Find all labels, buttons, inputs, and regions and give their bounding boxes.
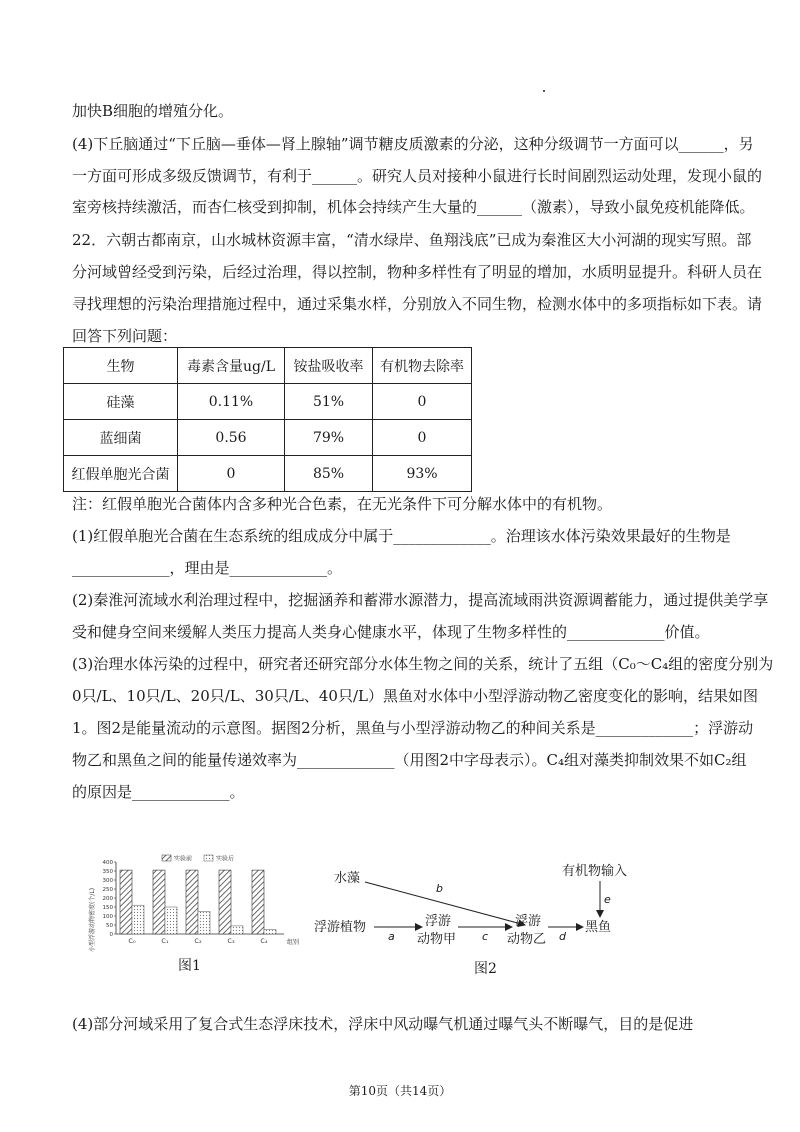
figure-1-y-tick-label: 300 (102, 878, 113, 884)
table-cell: 硅藻 (64, 384, 178, 420)
figure-1-y-tick-label: 150 (102, 905, 113, 911)
table-cell: 蓝细菌 (64, 420, 178, 456)
table-header: 毒素含量ug/L (178, 348, 285, 384)
question-22-line-3: 寻找理想的污染治理措施过程中，通过采集水样，分别放入不同生物，检测水体中的多项指标如下表。请 (72, 295, 763, 313)
table-cell: 0 (178, 456, 285, 492)
figure-1-legend-swatch-after (204, 855, 213, 861)
table-cell: 51% (285, 384, 373, 420)
figure-1-y-axis-label: 小型浮游动物密度(个/L) (89, 887, 96, 953)
arrow-label-c: c (482, 930, 489, 943)
table-row (64, 456, 472, 492)
figure-1-y-tick-label: 100 (102, 914, 113, 920)
node-zooplankton-a-line2: 动物甲 (417, 932, 457, 947)
text-line-3: 一方面可形成多级反馈调节，有利于______。研究人员对接种小鼠进行长时间剧烈运动处理，发现小鼠的 (72, 167, 763, 185)
table-cell: 0.11% (178, 384, 285, 420)
figure-1-group-label: C₁ (161, 937, 169, 945)
subquestion-4-line-1: (4)部分河域采用了复合式生态浮床技术，浮床中风动曝气机通过曝气头不断曝气，目的是促进 (72, 1015, 694, 1033)
figure-1-y-tick-label: 250 (102, 887, 113, 893)
table-cell: 0 (373, 384, 472, 420)
table-header-row (64, 348, 472, 384)
subquestion-2-line-1: (2)秦淮河流域水利治理过程中，挖掘涵养和蓄滞水源潜力，提高流域雨洪资源调蓄能力，通过提供美学享 (72, 591, 769, 609)
question-22-line-2: 分河域曾经受到污染，后经过治理，得以控制，物种多样性有了明显的增加，水质明显提升。科研人员在 (72, 263, 763, 281)
figure-1-legend-label-after: 实验后 (216, 855, 235, 863)
node-zooplankton-b-line2: 动物乙 (507, 932, 547, 947)
figure-1-bar-after (132, 905, 144, 934)
node-snakehead-fish: 黑鱼 (585, 920, 612, 935)
figure-1-group-label: C₀ (128, 937, 136, 945)
text-line-2: (4)下丘脑通过“下丘脑—垂体—肾上腺轴”调节糖皮质激素的分泌，这种分级调节一方面可以______，另 (72, 135, 754, 153)
figure-1-y-tick-label: 400 (102, 860, 113, 866)
figure-1-group-label: C₂ (194, 937, 202, 945)
figure-1-caption: 图1 (178, 958, 201, 974)
text-line-4: 室旁核持续激活，而杏仁核受到抑制，机体会持续产生大量的______（激素），导致小鼠免疫机能降低。 (72, 198, 755, 216)
figure-1-bar-after (165, 907, 177, 934)
question-22-line-4: 回答下列问题： (72, 327, 178, 345)
table-note: 注：红假单胞光合菌体内含多种光合色素，在无光条件下可分解水体中的有机物。 (72, 495, 613, 513)
figure-1-y-tick-label: 350 (102, 869, 113, 875)
subquestion-1-line-2: _____________，理由是_____________。 (72, 559, 343, 577)
figure-1-bar-before (252, 870, 264, 934)
arrow-label-d: d (559, 930, 566, 943)
organism-data-table (63, 347, 472, 492)
figure-1-x-axis-label: 组别 (287, 939, 300, 946)
subquestion-3-line-2: 0只/L、10只/L、20只/L、30只/L、40只/L）黑鱼对水体中小型浮游动物乙密度变化的影响，结果如图 (72, 687, 758, 705)
figure-2-caption: 图2 (474, 961, 497, 977)
subquestion-3-line-4: 物乙和黑鱼之间的能量传递效率为_____________（用图2中字母表示）。C₄组对藻类抑制效果不如C₂组 (72, 751, 747, 769)
figure-1-y-tick-label: 50 (106, 923, 113, 929)
figure-1-bar-before (120, 870, 132, 934)
subquestion-3-line-5: 的原因是_____________。 (72, 783, 245, 801)
table-cell: 0.56 (178, 420, 285, 456)
figure-2-energy-flow-diagram (310, 855, 660, 965)
table-row (64, 384, 472, 420)
subquestion-3-line-1: (3)治理水体污染的过程中，研究者还研究部分水体生物之间的关系，统计了五组（C₀～C₄组的密度分别为 (72, 655, 774, 673)
figure-1-group-label: C₃ (227, 937, 235, 945)
node-zooplankton-a-line1: 浮游 (425, 914, 452, 929)
figure-1-bar-before (186, 870, 198, 934)
table-header: 铵盐吸收率 (285, 348, 373, 384)
node-phytoplankton: 浮游植物 (314, 920, 367, 935)
figure-1-group-label: C₄ (260, 937, 268, 945)
table-cell: 79% (285, 420, 373, 456)
table-row (64, 420, 472, 456)
table-header: 有机物去除率 (373, 348, 472, 384)
figure-1-bar-after (198, 912, 210, 935)
figure-1-bar-before (153, 870, 165, 934)
figure-1-legend-label-before: 实验前 (174, 855, 193, 863)
table-header: 生物 (64, 348, 178, 384)
figure-1-bar-after (264, 930, 276, 935)
table-cell: 85% (285, 456, 373, 492)
figure-1-bar-before (219, 870, 231, 934)
figure-1-y-tick-label: 200 (102, 896, 113, 902)
node-zooplankton-b-line1: 浮游 (515, 914, 542, 929)
page-footer: 第10页（共14页） (348, 1084, 452, 1098)
subquestion-3-line-3: 1。图2是能量流动的示意图。据图2分析，黑鱼与小型浮游动物乙的种间关系是_____________；浮游动 (72, 719, 754, 737)
node-algae: 水藻 (334, 871, 361, 886)
node-organic-input: 有机物输入 (562, 864, 628, 879)
figure-1-y-tick-label: 0 (109, 932, 113, 938)
text-line-1: 加快B细胞的增殖分化。 (72, 102, 234, 120)
arrow-label-e: e (604, 893, 611, 906)
table-cell: 红假单胞光合菌 (64, 456, 178, 492)
scan-speck (543, 90, 545, 92)
subquestion-1-line-1: (1)红假单胞光合菌在生态系统的组成成分中属于_____________。治理该水体污染效果最好的生物是 (72, 527, 731, 545)
arrow-label-a: a (388, 930, 395, 943)
table-cell: 0 (373, 420, 472, 456)
subquestion-2-line-2: 受和健身空间来缓解人类压力提高人类身心健康水平，体现了生物多样性的_____________价值。 (72, 623, 710, 641)
arrow-label-b: b (436, 882, 443, 895)
question-22-line-1: 22．六朝古都南京，山水城林资源丰富，“清水绿岸、鱼翔浅底”已成为秦淮区大小河湖的现实写照。部 (72, 231, 752, 249)
figure-1-bar-after (231, 926, 243, 934)
table-cell: 93% (373, 456, 472, 492)
figure-1-legend-swatch-before (162, 855, 171, 861)
